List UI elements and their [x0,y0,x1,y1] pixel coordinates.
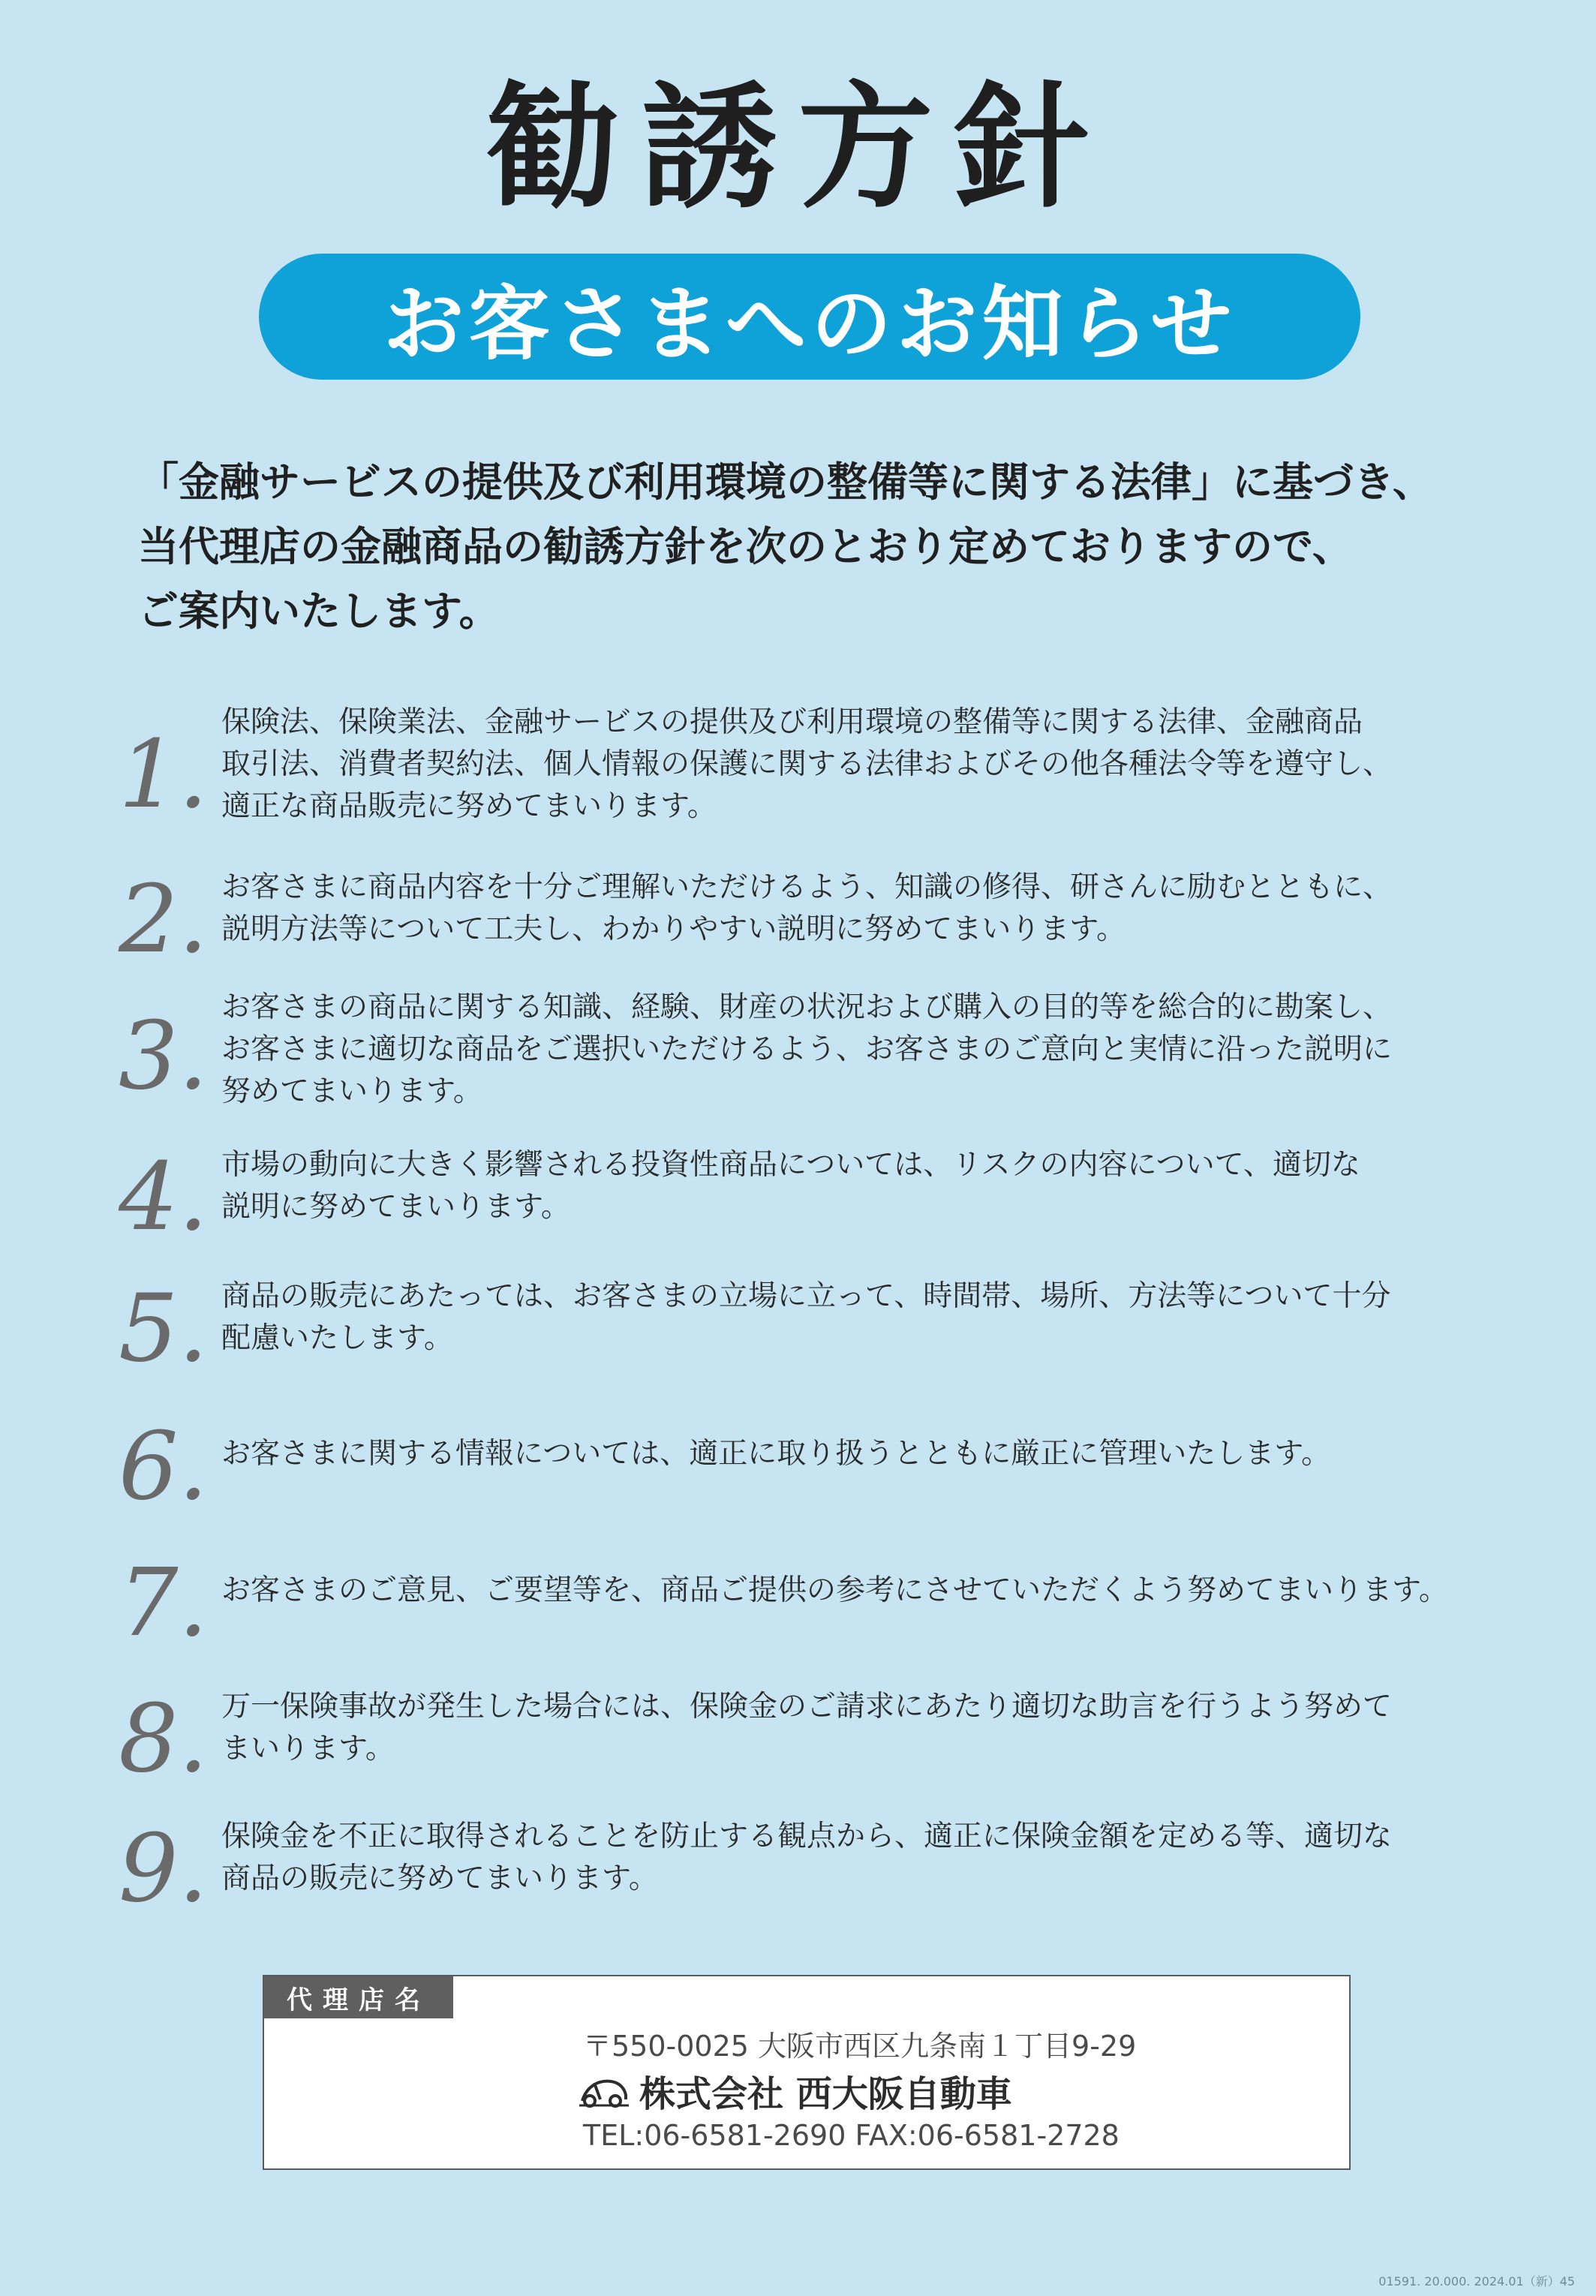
policy-line: 商品の販売に努めてまいります。 [221,1862,658,1895]
policy-line: お客さまのご意見、ご要望等を、商品ご提供の参考にさせていただくよう努めてまいります。 [221,1573,1448,1607]
policy-line: 説明に努めてまいります。 [221,1190,570,1224]
policy-line: お客さまに商品内容を十分ご理解いただけるよう、知識の修得、研さんに励むとともに、 [221,870,1393,904]
page-title: 勧誘方針 [485,70,1111,227]
policy-line: お客さまに適切な商品をご選択いただけるよう、お客さまのご意向と実情に沿った説明に [221,1032,1393,1066]
agency-label: 代理店名 [264,1976,453,2018]
policy-line: 配慮いたします。 [221,1321,453,1355]
policy-number: 5. [119,1274,209,1383]
policy-number: 4. [119,1143,209,1252]
policy-line: 取引法、消費者契約法、個人情報の保護に関する法律およびその他各種法令等を遵守し、 [221,747,1393,781]
policy-line: 説明方法等について工夫し、わかりやすい説明に努めてまいります。 [221,912,1126,946]
intro-line: ご案内いたします。 [138,588,500,635]
policy-number: 6. [119,1412,209,1521]
policy-number: 9. [119,1814,209,1923]
policy-line: 商品の販売にあたっては、お客さまの立場に立って、時間帯、場所、方法等について十分 [221,1279,1391,1313]
policy-line: 適正な商品販売に努めてまいります。 [221,789,717,823]
policy-number: 1. [119,720,209,829]
policy-number: 2. [119,865,209,974]
document-code: 01591. 20.000. 2024.01（新）45 [1378,2274,1575,2288]
policy-line: お客さまに関する情報については、適正に取り扱うとともに厳正に管理いたします。 [221,1437,1331,1471]
policy-text [221,1433,1330,1475]
policy-line: 保険金を不正に取得されることを防止する観点から、適正に保険金額を定める等、適切な [221,1820,1393,1853]
intro-line: 「金融サービスの提供及び利用環境の整備等に関する法律」に基づき、 [138,458,1433,506]
agency-address: 〒550-0025 大阪市西区九条南１丁目9-29 [583,2030,1137,2063]
policy-text [221,867,1392,951]
policy-line: まいります。 [221,1732,395,1766]
policy-text [221,987,1392,1113]
policy-text [221,1570,1448,1612]
policy-line: 市場の動向に大きく影響される投資性商品については、リスクの内容について、適切な [221,1148,1360,1182]
policy-number: 8. [119,1684,209,1793]
subtitle-banner [259,254,1360,380]
policy-number: 7. [119,1549,209,1657]
policy-text [221,1276,1390,1360]
policy-text [221,1144,1360,1228]
policy-line: 努めてまいります。 [221,1074,482,1108]
agency-contact: TEL:06-6581-2690 FAX:06-6581-2728 [583,2119,1120,2152]
agency-name: 株式会社 西大阪自動車 [639,2073,1012,2115]
car-logo-icon [578,2072,630,2110]
policy-text [221,1686,1392,1770]
policy-text [221,1816,1392,1900]
intro-paragraph [138,450,1519,644]
policy-line: 保険法、保険業法、金融サービスの提供及び利用環境の整備等に関する法律、金融商品 [221,705,1363,739]
intro-line: 当代理店の金融商品の勧誘方針を次のとおり定めておりますので、 [138,523,1353,570]
policy-line: お客さまの商品に関する知識、経験、財産の状況および購入の目的等を総合的に勘案し、 [221,990,1393,1024]
agency-name-row [578,2065,1012,2117]
subtitle-text: お客さまへのお知らせ [383,277,1237,371]
policy-number: 3. [119,1002,209,1110]
policy-text [221,702,1392,828]
policy-line: 万一保険事故が発生した場合には、保険金のご請求にあたり適切な助言を行うよう努めて [221,1690,1393,1724]
agency-box [263,1975,1351,2170]
